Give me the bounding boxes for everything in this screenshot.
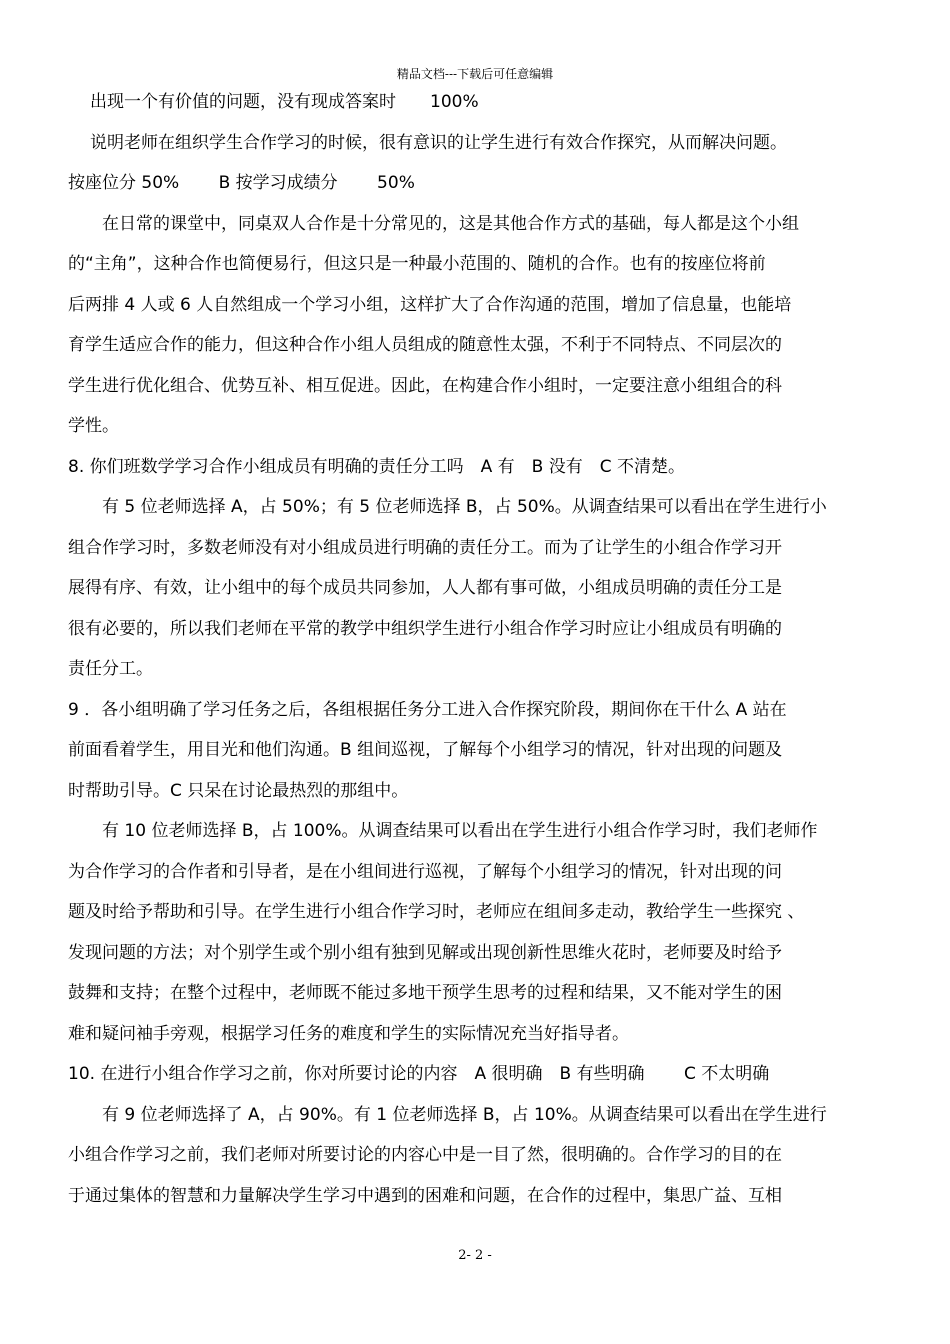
text-line: 难和疑问袖手旁观，根据学习任务的难度和学生的实际情况充当好指导者。 xyxy=(68,1023,629,1044)
text-line: 展得有序、有效，让小组中的每个成员共同参加，人人都有事可做，小组成员明确的责任分工是 xyxy=(68,578,782,598)
question-line: 10. 在进行小组合作学习之前，你对所要讨论的内容 A 很明确 B 有些明确 C 不太明确 xyxy=(68,1064,770,1084)
text-line: 前面看着学生，用目光和他们沟通。B 组间巡视，了解每个小组学习的情况，针对出现的问题及 xyxy=(68,740,783,760)
text-line: 很有必要的，所以我们老师在平常的教学中组织学生进行小组合作学习时应让小组成员有明确的 xyxy=(68,618,782,639)
text-line: 题及时给予帮助和引导。在学生进行小组合作学习时，老师应在组间多走动，教给学生一些探究 、 xyxy=(68,902,805,922)
text-line: 说明老师在组织学生合作学习的时候，很有意识的让学生进行有效合作探究，从而解决问题。 xyxy=(90,132,787,153)
text-line: 育学生适应合作的能力，但这种合作小组人员组成的随意性太强，不利于不同特点、不同层次的 xyxy=(68,335,782,355)
text-line: 有 5 位老师选择 A，占 50%；有 5 位老师选择 B，占 50%。从调查结果可以看出在学生进行小 xyxy=(102,497,827,517)
text-line: 按座位分 50% B 按学习成绩分 50% xyxy=(68,173,415,193)
text-line: 时帮助引导。C 只呆在讨论最热烈的那组中。 xyxy=(68,780,409,801)
text-line: 学生进行优化组合、优势互补、相互促进。因此，在构建合作小组时，一定要注意小组组合的科 xyxy=(68,375,782,396)
text-line: 于通过集体的智慧和力量解决学生学习中遇到的困难和问题，在合作的过程中，集思广益、互相 xyxy=(68,1185,782,1206)
text-line: 在日常的课堂中，同桌双人合作是十分常见的，这是其他合作方式的基础，每人都是这个小组 xyxy=(102,213,799,234)
text-line: 发现问题的方法；对个别学生或个别小组有独到见解或出现创新性思维火花时，老师要及时给予 xyxy=(68,942,782,963)
page-header: 精品文档---下载后可任意编辑 xyxy=(396,67,554,81)
question-line: 9 ．各小组明确了学习任务之后，各组根据任务分工进入合作探究阶段，期间你在干什么 A 站在 xyxy=(68,699,787,720)
text-line: 后两排 4 人或 6 人自然组成一个学习小组，这样扩大了合作沟通的范围，增加了信息量，也能培 xyxy=(68,294,792,315)
text-line: 为合作学习的合作者和引导者，是在小组间进行巡视，了解每个小组学习的情况，针对出现的问 xyxy=(68,861,782,882)
text-line: 有 10 位老师选择 B，占 100%。从调查结果可以看出在学生进行小组合作学习时，我们老师作 xyxy=(102,821,818,841)
text-line: 小组合作学习之前，我们老师对所要讨论的内容心中是一目了然，很明确的。合作学习的目的在 xyxy=(68,1145,782,1165)
question-line: 8. 你们班数学学习合作小组成员有明确的责任分工吗 A 有 B 没有 C 不清楚。 xyxy=(68,456,685,477)
text-line: 学性。 xyxy=(68,416,119,436)
text-line: 组合作学习时，多数老师没有对小组成员进行明确的责任分工。而为了让学生的小组合作学习开 xyxy=(68,537,782,558)
text-line: 有 9 位老师选择了 A，占 90%。有 1 位老师选择 B，占 10%。从调查结果可以看出在学生进行 xyxy=(102,1104,827,1125)
text-line: 的“主角”，这种合作也简便易行，但这只是一种最小范围的、随机的合作。也有的按座位将前 xyxy=(68,254,766,274)
page-number: 2- 2 - xyxy=(458,1248,492,1263)
text-line: 责任分工。 xyxy=(68,659,153,679)
text-line: 出现一个有价值的问题，没有现成答案时 100% xyxy=(90,92,479,112)
document-body xyxy=(68,90,888,1209)
text-line: 鼓舞和支持；在整个过程中，老师既不能过多地干预学生思考的过程和结果，又不能对学生的困 xyxy=(68,983,782,1003)
